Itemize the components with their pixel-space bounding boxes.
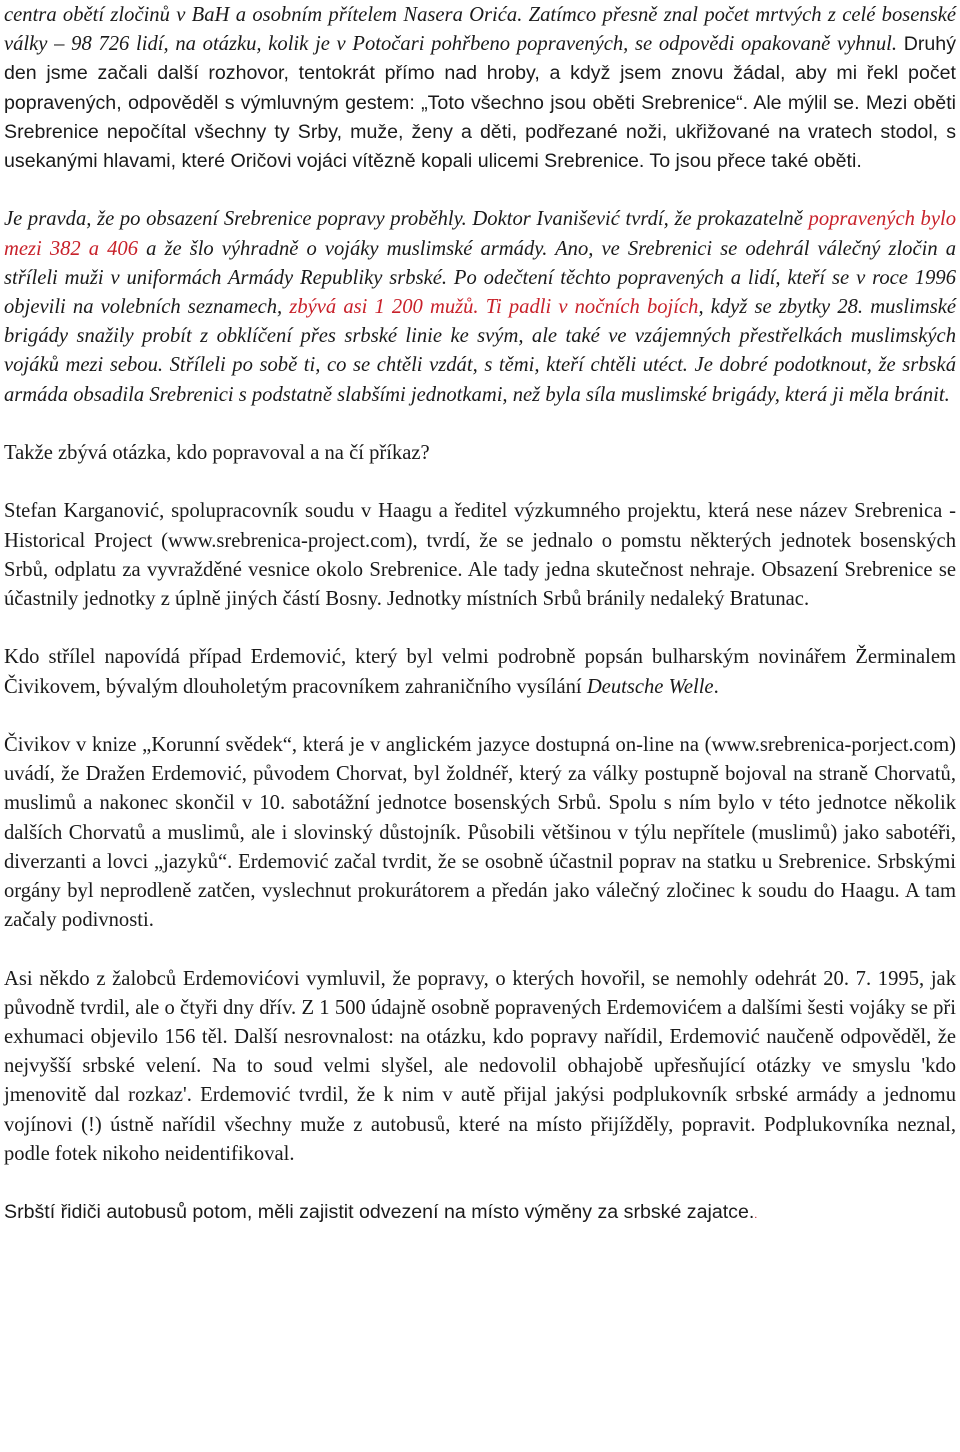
text-segment: centra obětí zločinů v BaH a osobním přítelem Nasera Orića. Zatímco přesně znal počet mrtvých z celé bosenské války – 98 726 lidí, na otázku, kolik je v Potočari pohřbeno popravených, se odpovědi opakovaně vyhnul.	[4, 4, 956, 56]
paragraph-bus-drivers	[4, 1198, 956, 1230]
paragraph-karganovic: Stefan Karganović, spolupracovník soudu v Haagu a ředitel výzkumného projektu, která nese název Srebrenica - Historical Project (www.srebrenica-project.com), tvrdí, že se jednalo o pomstu některých jednotek bosenských Srbů, odplatu za vyvražděné vesnice okolo Srebrenice. Ale tady jedna skutečnost nehraje. Obsazení Srebrenice se účastnily jednotky z úplně jiných částí Bosny. Jednotky místních Srbů bránily nedaleký Bratunac.	[4, 500, 956, 611]
text-segment: , když se zbytky 28. muslimské brigády snažily probít z obklíčení přes srbské linie ke svým, ale také ve vzájemných přestřelkách muslimských vojáků mezi sebou. Stříleli po sobě ti, co se chtěli vzdát, s těmi, kteří chtěli utéct. Je dobré podotknout, že srbská armáda obsadila Srebrenici s podstatně slabšími jednotkami, než byla síla muslimské brigády, která ji měla bránit.	[4, 296, 956, 406]
text-segment: Srbští řidiči autobusů potom, měli zajistit odvezení na místo výměny za srbské zajatce.	[4, 1201, 755, 1224]
paragraph-karadzic-memorial	[4, 1, 956, 176]
paragraph-erdemovic-case	[4, 643, 956, 701]
text-segment: Je pravda, že po obsazení Srebrenice popravy proběhly. Doktor Ivanišević tvrdí, že prokazatelně	[4, 208, 809, 231]
text-segment: .	[754, 1209, 758, 1222]
text-segment: Kdo střílel napovídá případ Erdemović, který byl velmi podrobně popsán bulharským novinářem Žerminalem Čivikovem, bývalým dlouholetým pracovníkem zahraničního vysílání	[4, 646, 956, 698]
text-segment: .	[713, 675, 719, 698]
text-segment: a že šlo výhradně o vojáky muslimské armády. Ano, ve Srebrenici se odehrál válečný zločin a stříleli muži v uniformách Armády Republiky srbské. Po odečtení těchto popravených a lidí, kteří se v roce 1996 objevili na volebních seznamech,	[4, 237, 956, 319]
paragraph-executions	[4, 205, 956, 409]
paragraph-prosecutors: Asi někdo z žalobců Erdemovićovi vymluvil, že popravy, o kterých hovořil, se nemohly odehrát 20. 7. 1995, jak původně tvrdil, ale o čtyři dny dřív. Z 1 500 údajně osobně popravených Erdemovićem a dalšími šesti vojáky se při exhumaci objevilo 156 těl. Další nesrovnalost: na otázku, kdo popravy nařídil, Erdemović naučeně odpověděl, že nejvyšší srbské velení. Na to soud velmi slyšel, ale nedovolil obhajobě upřesňující otázky ve smyslu 'kdo jmenovitě dal rozkaz'. Erdemović tvrdil, že k nim v autě přijal jakýsi podplukovník srbské armády a jednomu vojínovi (!) ústně nařídil všechny muže z autobusů, které na místo přijížděly, popravit. Podplukovníka neznal, podle fotek nikoho neidentifikoval.	[4, 967, 956, 1165]
paragraph-civikov-book: Čivikov v knize „Korunní svědek“, která je v anglickém jazyce dostupná on-line na (www.srebrenica-porject.com) uvádí, že Dražen Erdemović, původem Chorvat, byl žoldnéř, který za války postupně bojoval na straně Chorvatů, muslimů a nakonec skončil v 10. sabotážní jednotce bosenských Srbů. Spolu s ním bylo v této jednotce několik dalších Chorvatů a muslimů, ale i slovinský důstojník. Působili většinou v týlu nepřítele (muslimů) jako sabotéři, diverzanti a lovci „jazyků“. Erdemović začal tvrdit, že se osobně účastnil poprav na statku u Srebrenice. Srbskými orgány byl neprodleně zatčen, vyslechnut prokurátorem a předán jako válečný zločinec k soudu do Haagu. A tam začaly podivnosti.	[4, 734, 956, 932]
text-segment: Deutsche Welle	[586, 675, 714, 698]
paragraph-question: Takže zbývá otázka, kdo popravoval a na čí příkaz?	[4, 442, 430, 465]
text-segment: Druhý den jsme začali další rozhovor, tentokrát přímo nad hroby, a když jsem znovu žádal, aby mi řekl počet popravených, odpověděl s výmluvným gestem: „Toto všechno jsou oběti Srebrenice“. Ale mýlil se. Mezi oběti Srebrenice nepočítal všechny ty Srby, muže, ženy a děti, podřezané noži, ukřižované na vratech stodol, s usekanými hlavami, které Oričovi vojáci vítězně kopali ulicemi Srebrenice. To jsou přece také oběti.	[4, 33, 956, 173]
highlight-text: zbývá asi 1 200 mužů. Ti padli v nočních bojích	[289, 296, 699, 319]
highlight-text: popravených bylo mezi 382 a 406	[4, 208, 956, 260]
